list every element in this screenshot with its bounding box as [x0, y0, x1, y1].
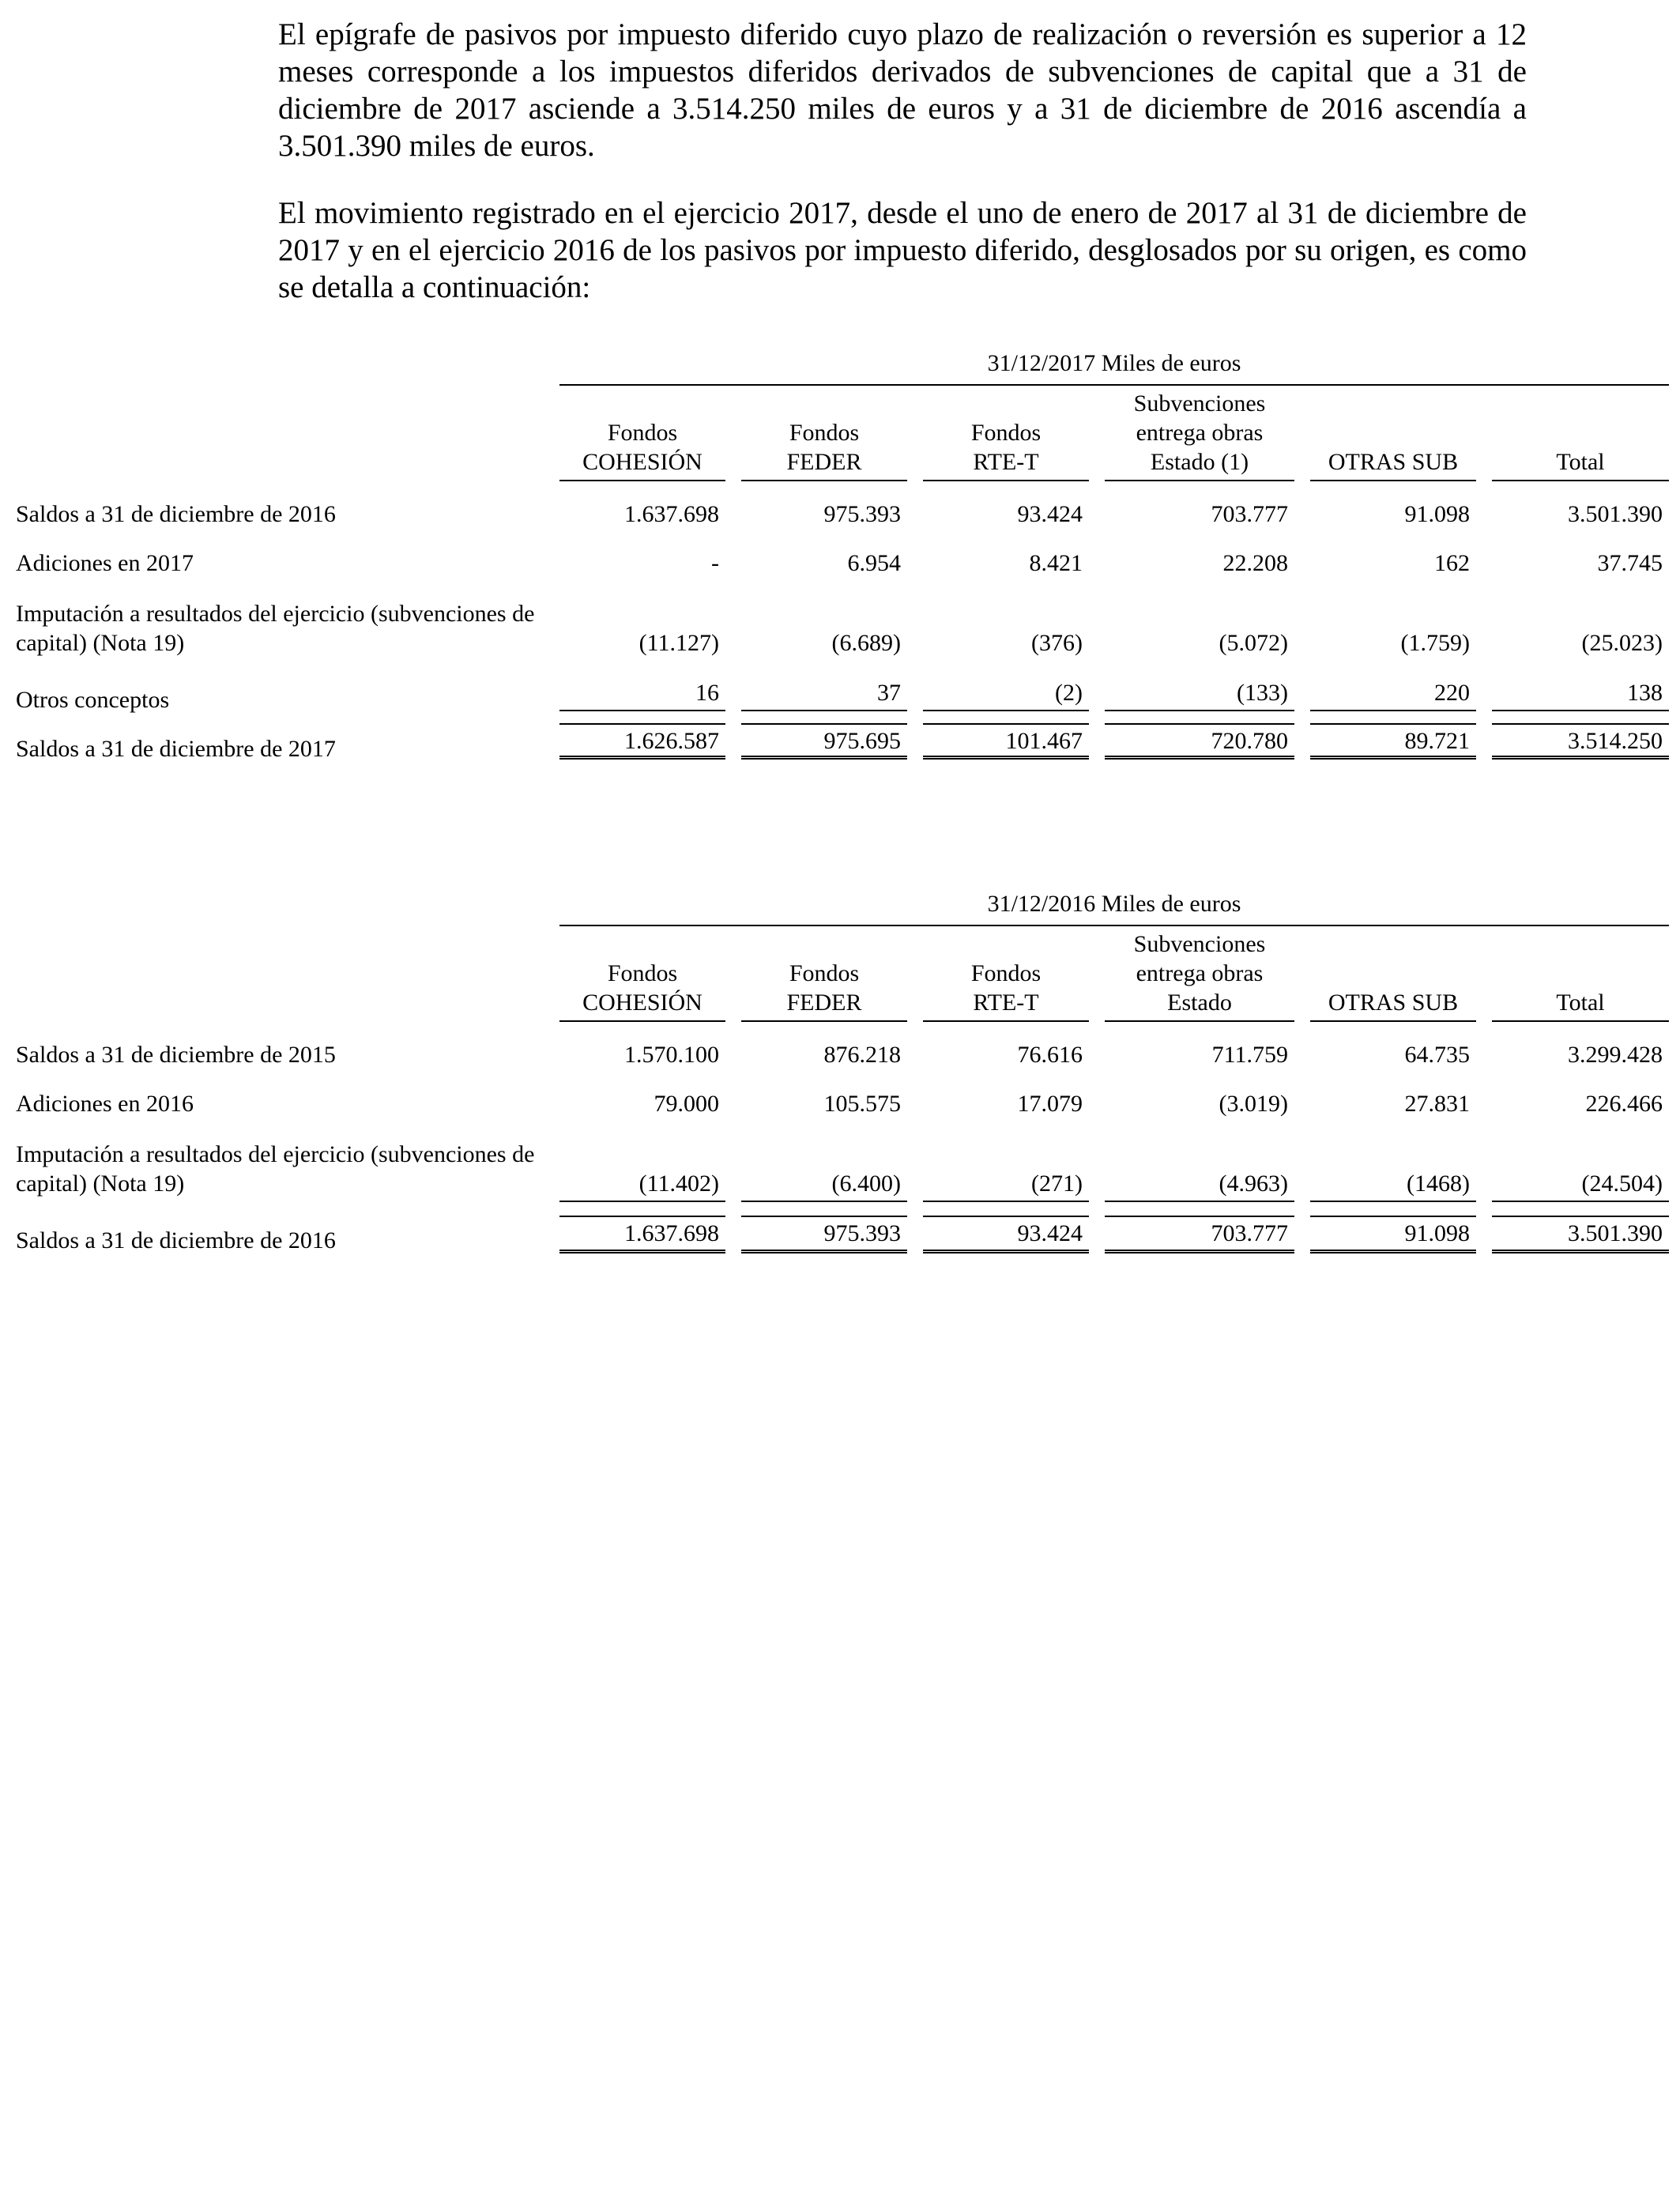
column-header-rule: [1105, 1020, 1294, 1022]
period-rule: [559, 925, 1669, 926]
subtotal-rule: [741, 1201, 907, 1202]
period-rule: [559, 384, 1669, 386]
table-cell: 64.735: [1404, 1042, 1470, 1068]
intro-paragraph-1: El epígrafe de pasivos por impuesto diferido cuyo plazo de realización o reversión es superior a 12 meses corresponde a los impuestos diferidos derivados de subvenciones de capital que a 31 de diciembre de 2017 asciende a 3.514.250 miles de euros y a 31 de diciembre de 2016 ascendía a 3.501.390 miles de euros.: [278, 17, 1527, 163]
column-header-line: entrega obras: [1136, 960, 1264, 986]
column-header: [559, 418, 725, 477]
table-cell: 6.954: [847, 550, 901, 576]
table-cell: 17.079: [1017, 1091, 1083, 1117]
column-header-line: entrega obras: [1136, 420, 1264, 446]
column-header-rule: [559, 1020, 725, 1022]
table-cell: 1.637.698: [624, 501, 719, 527]
column-header-line: Total: [1556, 990, 1605, 1016]
table-cell: (5.072): [1219, 630, 1288, 656]
subtotal-rule: [1492, 1201, 1669, 1202]
column-header: [1492, 447, 1669, 477]
total-top-rule: [1492, 723, 1669, 725]
row-label: Saldos a 31 de diciembre de 2017: [16, 736, 336, 762]
total-double-rule: [1492, 756, 1669, 760]
intro-paragraph-2: El movimiento registrado en el ejercicio 2017, desde el uno de enero de 2017 al 31 de diciembre de 2017 y en el ejercicio 2016 de los pasivos por impuesto diferido, desglosados por su origen, es como se detalla a continuación:: [278, 196, 1527, 304]
table-cell: 711.759: [1211, 1042, 1288, 1068]
total-top-rule: [923, 1216, 1089, 1217]
period-title: 31/12/2017 Miles de euros: [987, 350, 1241, 376]
table-cell: (11.127): [638, 630, 719, 656]
column-header-rule: [923, 1020, 1089, 1022]
subtotal-rule: [1105, 1201, 1294, 1202]
subtotal-rule: [1310, 710, 1476, 711]
column-header-line: Fondos: [970, 420, 1042, 446]
total-double-rule: [1310, 1250, 1476, 1253]
column-header-line: OTRAS SUB: [1328, 990, 1459, 1016]
column-header-line: COHESIÓN: [582, 449, 703, 475]
table-cell: (4.963): [1219, 1171, 1288, 1197]
subtotal-rule: [1310, 1201, 1476, 1202]
period-title: 31/12/2016 Miles de euros: [987, 891, 1241, 917]
column-header-rule: [1492, 480, 1669, 481]
table-cell: (1.759): [1400, 630, 1470, 656]
table-cell: 138: [1627, 680, 1663, 706]
column-header-rule: [741, 480, 907, 481]
table-cell: 975.393: [823, 501, 901, 527]
column-header: [559, 959, 725, 1017]
total-top-rule: [741, 723, 907, 725]
table-cell: (11.402): [638, 1171, 719, 1197]
subtotal-rule: [559, 710, 725, 711]
table-cell: (6.400): [831, 1171, 901, 1197]
table-cell: (2): [1055, 680, 1083, 706]
row-label: Imputación a resultados del ejercicio (subvenciones de capital) (Nota 19): [16, 1141, 535, 1197]
column-header-line: Estado: [1167, 990, 1232, 1016]
column-header: [741, 418, 907, 477]
column-header: [1105, 389, 1294, 477]
table-cell: 16: [695, 680, 719, 706]
table-cell: 37.745: [1597, 550, 1663, 576]
table-cell: 3.501.390: [1568, 501, 1663, 527]
column-header-line: Fondos: [789, 420, 860, 446]
subtotal-rule: [923, 1201, 1089, 1202]
column-header-line: OTRAS SUB: [1328, 449, 1459, 475]
table-cell: 975.393: [823, 1220, 901, 1246]
total-top-rule: [559, 723, 725, 725]
column-header: [741, 959, 907, 1017]
table-cell: 101.467: [1005, 728, 1083, 754]
subtotal-rule: [741, 710, 907, 711]
total-double-rule: [1105, 1250, 1294, 1253]
column-header-line: Fondos: [607, 960, 678, 986]
column-header-line: RTE-T: [973, 449, 1039, 475]
row-label: Adiciones en 2016: [16, 1091, 194, 1117]
column-header-rule: [923, 480, 1089, 481]
table-cell: 22.208: [1222, 550, 1288, 576]
row-label: Adiciones en 2017: [16, 550, 194, 576]
total-top-rule: [923, 723, 1089, 725]
table-cell: 93.424: [1017, 1220, 1083, 1246]
total-top-rule: [1105, 1216, 1294, 1217]
column-header: [1492, 988, 1669, 1017]
table-cell: (24.504): [1581, 1171, 1663, 1197]
table-cell: 27.831: [1404, 1091, 1470, 1117]
table-cell: (271): [1031, 1171, 1083, 1197]
table-cell: (133): [1237, 680, 1288, 706]
column-header-rule: [1492, 1020, 1669, 1022]
column-header-line: Fondos: [789, 960, 860, 986]
row-label: Saldos a 31 de diciembre de 2016: [16, 501, 336, 527]
column-header-line: Subvenciones: [1133, 390, 1266, 417]
table-cell: 703.777: [1211, 501, 1288, 527]
table-cell: (25.023): [1581, 630, 1663, 656]
subtotal-rule: [923, 710, 1089, 711]
table-cell: 3.514.250: [1568, 728, 1663, 754]
total-double-rule: [1492, 1250, 1669, 1253]
table-cell: 1.570.100: [624, 1042, 719, 1068]
column-header-line: Fondos: [970, 960, 1042, 986]
total-top-rule: [1105, 723, 1294, 725]
subtotal-rule: [1492, 710, 1669, 711]
total-double-rule: [741, 756, 907, 760]
table-cell: 37: [877, 680, 901, 706]
total-top-rule: [741, 1216, 907, 1217]
column-header-line: Subvenciones: [1133, 931, 1266, 957]
row-label: Imputación a resultados del ejercicio (subvenciones de capital) (Nota 19): [16, 601, 535, 656]
total-top-rule: [1310, 723, 1476, 725]
column-header-line: Estado (1): [1150, 449, 1249, 475]
column-header-line: RTE-T: [973, 990, 1039, 1016]
total-top-rule: [1492, 1216, 1669, 1217]
table-cell: 220: [1434, 680, 1470, 706]
column-header: [923, 959, 1089, 1017]
column-header-rule: [1310, 1020, 1476, 1022]
column-header-line: FEDER: [786, 449, 862, 475]
table-cell: 226.466: [1585, 1091, 1663, 1117]
row-label: Saldos a 31 de diciembre de 2016: [16, 1227, 336, 1253]
column-header-rule: [1105, 480, 1294, 481]
table-cell: 703.777: [1211, 1220, 1288, 1246]
table-cell: 720.780: [1211, 728, 1288, 754]
table-cell: (376): [1031, 630, 1083, 656]
table-cell: 1.637.698: [624, 1220, 719, 1246]
table-cell: 79.000: [654, 1091, 719, 1117]
row-label: Saldos a 31 de diciembre de 2015: [16, 1042, 336, 1068]
row-label: Otros conceptos: [16, 687, 170, 713]
table-cell: 1.626.587: [624, 728, 719, 754]
table-cell: 975.695: [823, 728, 901, 754]
total-double-rule: [1310, 756, 1476, 760]
column-header: [1105, 929, 1294, 1017]
table-cell: 76.616: [1017, 1042, 1083, 1068]
table-cell: -: [711, 550, 719, 576]
column-header: [923, 418, 1089, 477]
subtotal-rule: [559, 1201, 725, 1202]
column-header-line: Total: [1556, 449, 1605, 475]
total-double-rule: [559, 1250, 725, 1253]
column-header-line: COHESIÓN: [582, 990, 703, 1016]
column-header-rule: [741, 1020, 907, 1022]
table-cell: 3.501.390: [1568, 1220, 1663, 1246]
table-cell: (6.689): [831, 630, 901, 656]
total-double-rule: [1105, 756, 1294, 760]
column-header: [1310, 447, 1476, 477]
table-cell: 162: [1434, 550, 1470, 576]
table-cell: (3.019): [1219, 1091, 1288, 1117]
table-cell: 105.575: [823, 1091, 901, 1117]
column-header: [1310, 988, 1476, 1017]
total-double-rule: [923, 1250, 1089, 1253]
total-top-rule: [559, 1216, 725, 1217]
table-cell: 91.098: [1404, 1220, 1470, 1246]
column-header-line: Fondos: [607, 420, 678, 446]
column-header-rule: [559, 480, 725, 481]
table-cell: 8.421: [1029, 550, 1083, 576]
table-cell: (1468): [1407, 1171, 1470, 1197]
total-top-rule: [1310, 1216, 1476, 1217]
table-cell: 93.424: [1017, 501, 1083, 527]
table-cell: 876.218: [823, 1042, 901, 1068]
column-header-rule: [1310, 480, 1476, 481]
total-double-rule: [923, 756, 1089, 760]
total-double-rule: [559, 756, 725, 760]
column-header-line: FEDER: [786, 990, 862, 1016]
total-double-rule: [741, 1250, 907, 1253]
table-cell: 3.299.428: [1568, 1042, 1663, 1068]
table-cell: 91.098: [1404, 501, 1470, 527]
subtotal-rule: [1105, 710, 1294, 711]
table-cell: 89.721: [1404, 728, 1470, 754]
